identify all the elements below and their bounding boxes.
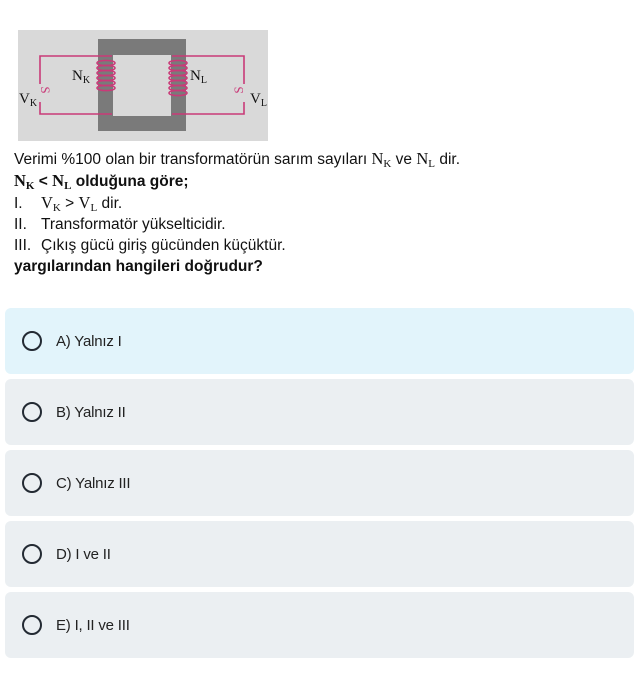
option-label: C) Yalnız III: [56, 474, 131, 492]
question-line-2: $N_K < N_L$ olduğuna göre;: [14, 171, 189, 192]
statement-1: I. $V_K > V_L$ dir.: [14, 193, 123, 214]
label-nl: $N_L$: [190, 68, 207, 86]
transformer-figure: [18, 30, 268, 141]
option-c[interactable]: [5, 450, 634, 516]
statement-3: III. Çıkış gücü giriş gücünden küçüktür.: [14, 237, 286, 254]
option-d[interactable]: [5, 521, 634, 587]
option-a[interactable]: [5, 308, 634, 374]
option-e[interactable]: [5, 592, 634, 658]
answer-options: [5, 308, 634, 663]
primary-coil: [97, 60, 115, 90]
option-label: E) I, II ve III: [56, 616, 130, 634]
label-nk: $N_K$: [72, 68, 91, 86]
option-label: A) Yalnız I: [56, 332, 122, 350]
radio-icon[interactable]: [22, 402, 42, 422]
question-line-1: Verimi %100 olan bir transformatörün sarım sayıları $N_K$ ve $N_L$ dir.: [14, 149, 460, 170]
question-text: [14, 148, 624, 277]
radio-icon[interactable]: [22, 544, 42, 564]
label-vl: $V_L$: [250, 91, 267, 109]
primary-source-symbol: S: [38, 86, 53, 94]
transformer-diagram: [18, 30, 268, 141]
option-b[interactable]: [5, 379, 634, 445]
radio-icon[interactable]: [22, 473, 42, 493]
label-vk: $V_K$: [19, 91, 38, 109]
statement-2: II. Transformatör yükselticidir.: [14, 216, 226, 233]
radio-icon[interactable]: [22, 615, 42, 635]
core-window: [113, 55, 171, 116]
option-label: B) Yalnız II: [56, 403, 126, 421]
radio-icon[interactable]: [22, 331, 42, 351]
question-prompt: yargılarından hangileri doğrudur?: [14, 258, 263, 275]
secondary-source-symbol: S: [231, 86, 246, 94]
option-label: D) I ve II: [56, 545, 111, 563]
